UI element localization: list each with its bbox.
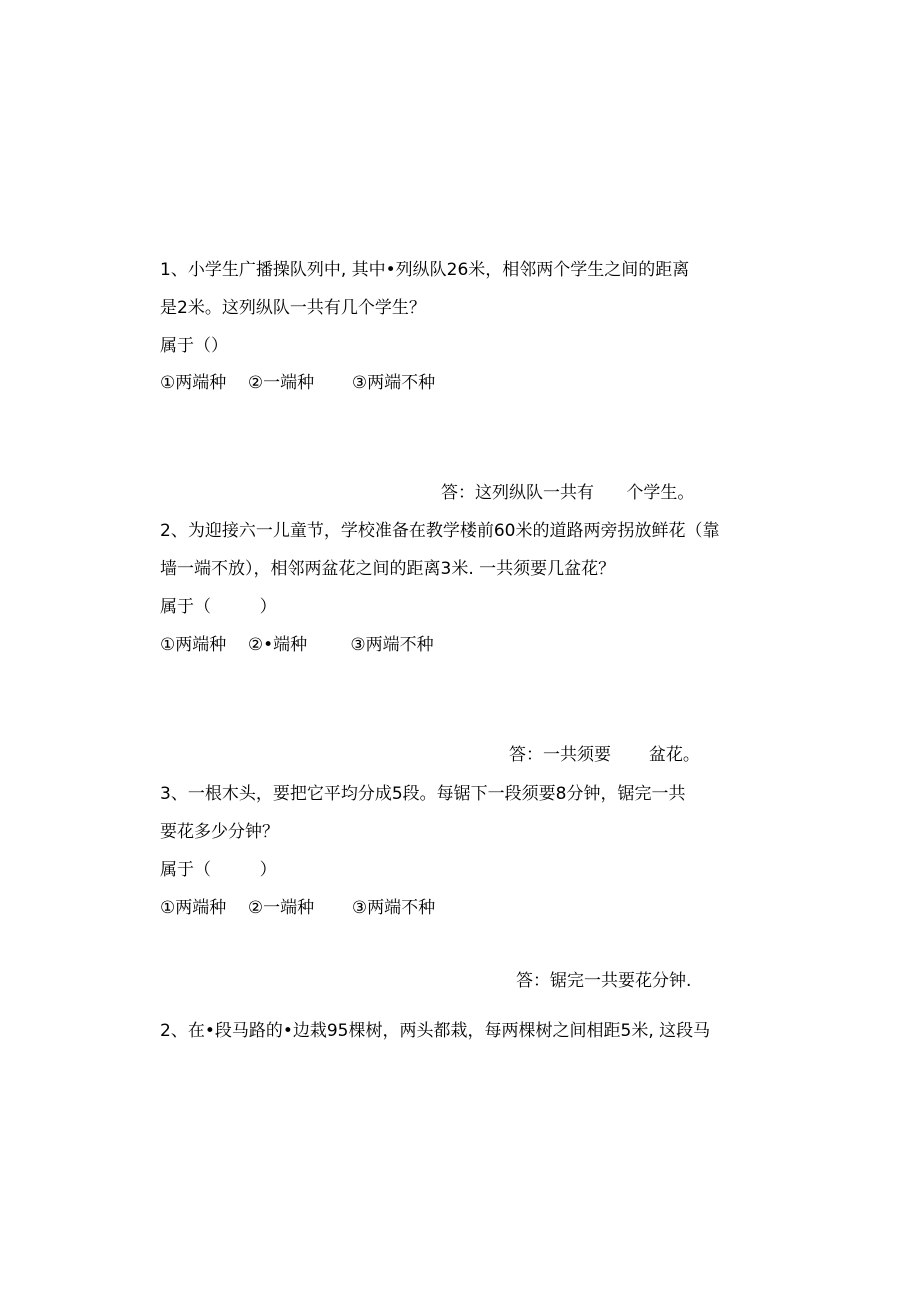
p2-line1: 2、为迎接六一儿童节，学校准备在教学楼前60米的道路两旁拐放鲜花（靠 [160,521,720,541]
p2-category: 属于（ ） [160,597,277,617]
p2-answer: 答：一共须要 盆花。 [509,745,700,765]
p3-answer: 答：锯完一共要花分钟. [516,971,692,991]
p3-line1: 3、一根木头，要把它平均分成5段。每锯下一段须要8分钟，锯完一共 [160,784,686,804]
p2-options: ①两端种 ②•端种 ③两端不种 [160,635,434,655]
p1-answer: 答：这列纵队一共有 个学生。 [441,483,695,503]
p1-category: 属于（） [160,336,228,356]
p1-line2: 是2米。这列纵队一共有几个学生？ [160,298,426,318]
p3-line2: 要花多少分钟？ [160,822,279,842]
p3-options: ①两端种 ②一端种 ③两端不种 [160,898,436,918]
p2-line2: 墙一端不放），相邻两盆花之间的距离3米. 一共须要几盆花？ [160,559,616,579]
p3-category: 属于（ ） [160,860,277,880]
p1-line1: 1、小学生广播操队列中, 其中•列纵队26米，相邻两个学生之间的距离 [160,260,690,280]
p1-options: ①两端种 ②一端种 ③两端不种 [160,373,436,393]
p4-line1: 2、在•段马路的•边栽95棵树，两头都栽，每两棵树之间相距5米, 这段马 [160,1021,711,1041]
